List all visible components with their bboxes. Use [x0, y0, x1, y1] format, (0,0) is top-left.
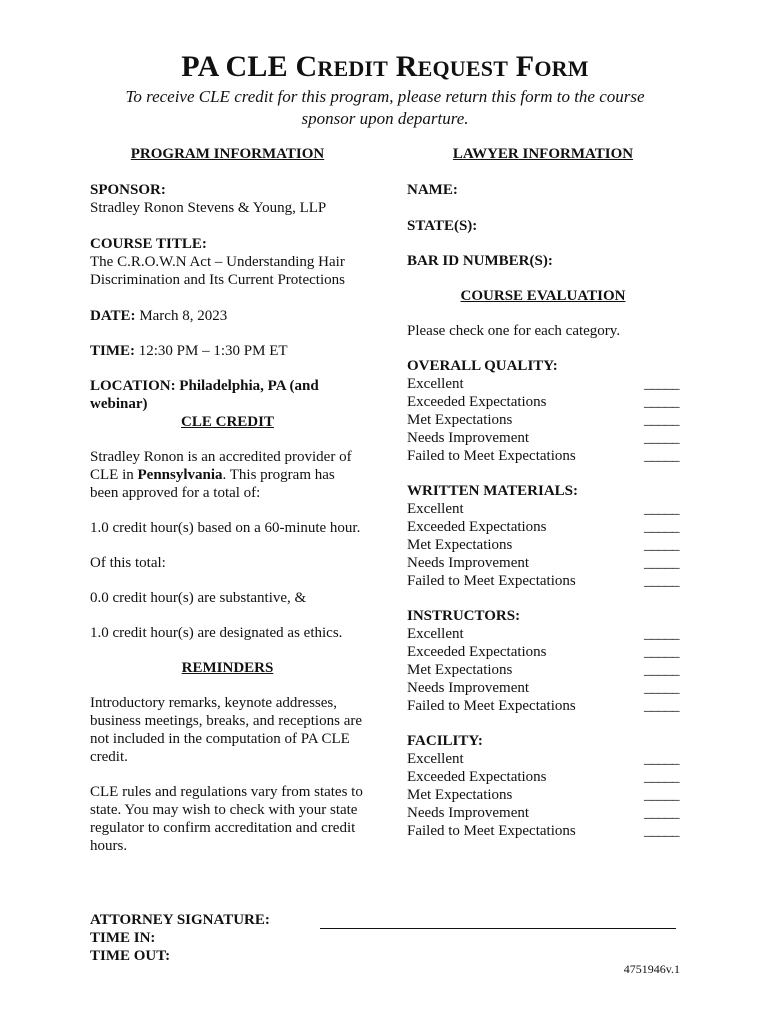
- course-block: [90, 235, 365, 289]
- course-title-value: The C.R.O.W.N Act – Understanding Hair Discrimination and Its Current Protections: [90, 254, 345, 288]
- cle-ethics-text: 1.0 credit hour(s) are designated as ethics.: [90, 625, 343, 641]
- evaluation-option-label: Needs Improvement: [407, 430, 530, 446]
- evaluation-check-blank[interactable]: _____: [644, 519, 679, 535]
- evaluation-option-label: Failed to Meet Expectations: [407, 823, 576, 839]
- evaluation-category-label: INSTRUCTORS:: [407, 608, 521, 624]
- evaluation-option-label: Met Expectations: [407, 662, 513, 678]
- evaluation-option-row: [407, 572, 679, 590]
- evaluation-option-row: [407, 643, 679, 661]
- program-info-heading: PROGRAM INFORMATION: [130, 146, 325, 162]
- left-column: [90, 145, 365, 855]
- evaluation-option-row: [407, 447, 679, 465]
- evaluation-option-label: Met Expectations: [407, 537, 513, 553]
- evaluation-group: [407, 357, 679, 465]
- evaluation-groups: [407, 357, 679, 840]
- evaluation-option-label: Excellent: [407, 376, 464, 392]
- evaluation-option-row: [407, 822, 679, 840]
- evaluation-check-blank[interactable]: _____: [644, 680, 679, 696]
- evaluation-check-blank[interactable]: _____: [644, 787, 679, 803]
- sponsor-label: SPONSOR:: [90, 182, 166, 198]
- course-evaluation-heading: COURSE EVALUATION: [460, 288, 626, 304]
- evaluation-option-row: [407, 393, 679, 411]
- cle-total-text: Of this total:: [90, 555, 166, 571]
- state-label: STATE(S):: [407, 218, 478, 234]
- evaluation-instruction: Please check one for each category.: [407, 323, 621, 339]
- cle-credit-heading: CLE CREDIT: [181, 414, 274, 430]
- signature-line[interactable]: [320, 928, 676, 929]
- evaluation-check-blank[interactable]: _____: [644, 537, 679, 553]
- evaluation-option-label: Met Expectations: [407, 412, 513, 428]
- evaluation-check-blank[interactable]: _____: [644, 501, 679, 517]
- evaluation-option-label: Exceeded Expectations: [407, 519, 547, 535]
- cle-credit-hours: 1.0 credit hour(s) based on a 60-minute hour.: [90, 520, 361, 536]
- date-line: [90, 307, 365, 325]
- reminders-text-1: Introductory remarks, keynote addresses, business meetings, breaks, and receptions are not included in the computation of PA CLE credit.: [90, 695, 362, 765]
- right-column: [407, 145, 679, 840]
- cle-provider-text: Stradley Ronon is an accredited provider of CLE in Pennsylvania. This program has been approved for a total of:: [90, 449, 352, 501]
- evaluation-option-row: [407, 661, 679, 679]
- evaluation-option-row: [407, 697, 679, 715]
- evaluation-check-blank[interactable]: _____: [644, 698, 679, 714]
- evaluation-option-row: [407, 375, 679, 393]
- evaluation-option-label: Needs Improvement: [407, 555, 530, 571]
- evaluation-check-blank[interactable]: _____: [644, 644, 679, 660]
- evaluation-group: [407, 482, 679, 590]
- location-line: LOCATION: Philadelphia, PA (and webinar): [90, 378, 319, 412]
- evaluation-option-row: [407, 804, 679, 822]
- evaluation-group: [407, 732, 679, 840]
- evaluation-option-row: [407, 500, 679, 518]
- evaluation-category-label: OVERALL QUALITY:: [407, 358, 558, 374]
- evaluation-option-row: [407, 554, 679, 572]
- evaluation-check-blank[interactable]: _____: [644, 769, 679, 785]
- date-label: DATE:: [90, 308, 136, 324]
- date-value: March 8, 2023: [135, 308, 228, 324]
- evaluation-option-label: Failed to Meet Expectations: [407, 573, 576, 589]
- attorney-signature-label: ATTORNEY SIGNATURE:: [90, 912, 270, 928]
- evaluation-check-blank[interactable]: _____: [644, 412, 679, 428]
- evaluation-option-label: Failed to Meet Expectations: [407, 448, 576, 464]
- evaluation-option-row: [407, 518, 679, 536]
- time-label: TIME:: [90, 343, 135, 359]
- evaluation-check-blank[interactable]: _____: [644, 662, 679, 678]
- evaluation-category-label: WRITTEN MATERIALS:: [407, 483, 578, 499]
- evaluation-option-label: Exceeded Expectations: [407, 769, 547, 785]
- evaluation-check-blank[interactable]: _____: [644, 376, 679, 392]
- evaluation-option-label: Needs Improvement: [407, 680, 530, 696]
- course-title-label: COURSE TITLE:: [90, 236, 207, 252]
- time-in-label: TIME IN:: [90, 930, 156, 946]
- time-value: 12:30 PM – 1:30 PM ET: [135, 343, 288, 359]
- name-label: NAME:: [407, 182, 458, 198]
- evaluation-check-blank[interactable]: _____: [644, 751, 679, 767]
- evaluation-category-label: FACILITY:: [407, 733, 483, 749]
- evaluation-option-row: [407, 429, 679, 447]
- evaluation-option-label: Failed to Meet Expectations: [407, 698, 576, 714]
- evaluation-check-blank[interactable]: _____: [644, 555, 679, 571]
- lawyer-info-heading: LAWYER INFORMATION: [452, 146, 634, 162]
- form-subtitle: To receive CLE credit for this program, please return this form to the course sponsor upon departure.: [125, 87, 645, 128]
- evaluation-option-label: Exceeded Expectations: [407, 644, 547, 660]
- evaluation-option-label: Excellent: [407, 626, 464, 642]
- evaluation-option-row: [407, 768, 679, 786]
- signature-block: [90, 911, 270, 965]
- evaluation-option-row: [407, 411, 679, 429]
- reminders-heading: REMINDERS: [181, 660, 274, 676]
- form-title: PA CLE CREDIT REQUEST FORM: [181, 50, 589, 83]
- evaluation-option-label: Met Expectations: [407, 787, 513, 803]
- evaluation-option-row: [407, 750, 679, 768]
- evaluation-option-row: [407, 786, 679, 804]
- evaluation-check-blank[interactable]: _____: [644, 626, 679, 642]
- evaluation-option-label: Exceeded Expectations: [407, 394, 547, 410]
- evaluation-option-row: [407, 536, 679, 554]
- evaluation-check-blank[interactable]: _____: [644, 805, 679, 821]
- evaluation-option-label: Excellent: [407, 501, 464, 517]
- evaluation-option-label: Needs Improvement: [407, 805, 530, 821]
- evaluation-check-blank[interactable]: _____: [644, 573, 679, 589]
- time-out-label: TIME OUT:: [90, 948, 171, 964]
- evaluation-check-blank[interactable]: _____: [644, 394, 679, 410]
- evaluation-check-blank[interactable]: _____: [644, 430, 679, 446]
- sponsor-block: [90, 181, 365, 217]
- evaluation-check-blank[interactable]: _____: [644, 823, 679, 839]
- evaluation-option-row: [407, 679, 679, 697]
- evaluation-option-row: [407, 625, 679, 643]
- evaluation-option-label: Excellent: [407, 751, 464, 767]
- sponsor-value: Stradley Ronon Stevens & Young, LLP: [90, 200, 327, 216]
- evaluation-group: [407, 607, 679, 715]
- time-line: [90, 342, 365, 360]
- document-version: 4751946v.1: [623, 962, 680, 976]
- reminders-text-2: CLE rules and regulations vary from states to state. You may wish to check with your state regulator to confirm accreditation and credit hours.: [90, 784, 363, 854]
- evaluation-check-blank[interactable]: _____: [644, 448, 679, 464]
- cle-substantive-text: 0.0 credit hour(s) are substantive, &: [90, 590, 307, 606]
- bar-id-label: BAR ID NUMBER(S):: [407, 253, 553, 269]
